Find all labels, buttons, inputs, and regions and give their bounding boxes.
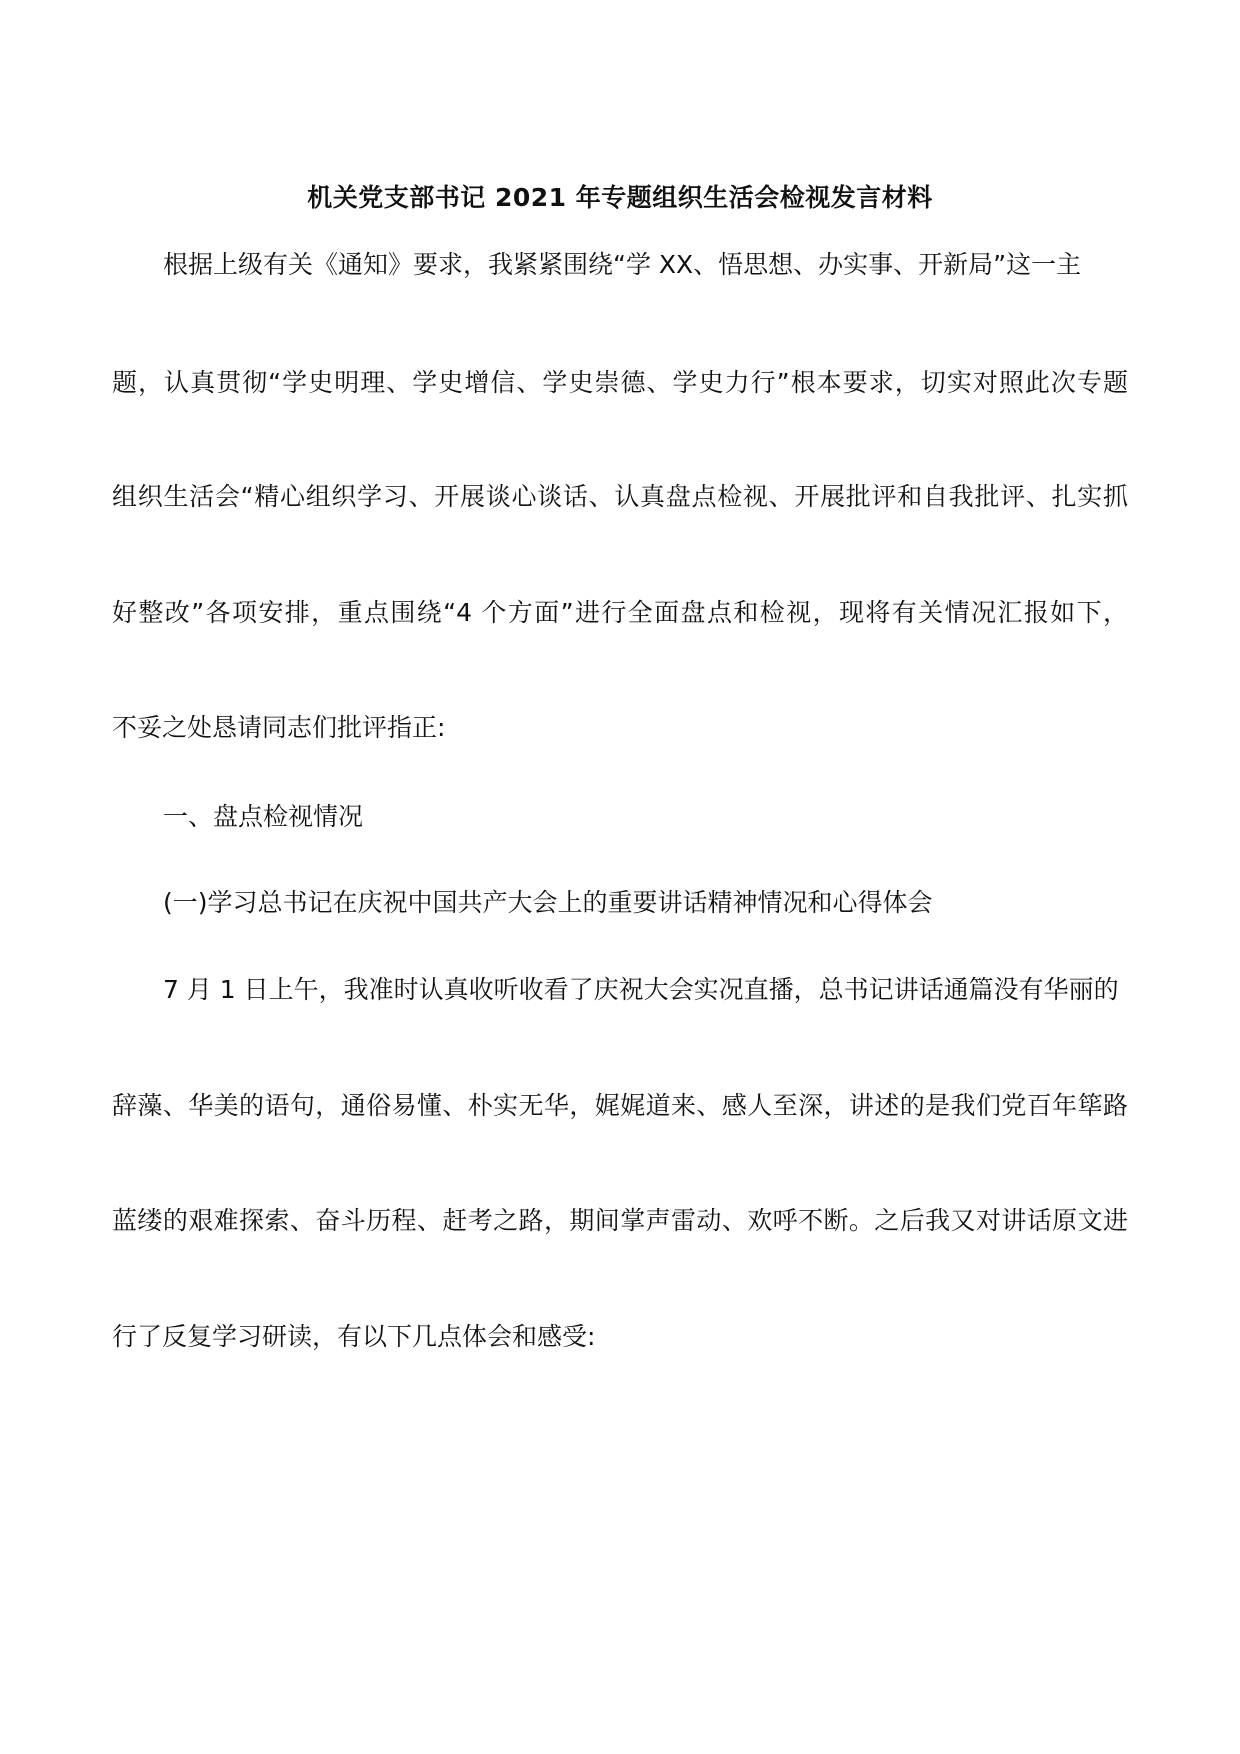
paragraph-line: 辞藻、华美的语句，通俗易懂、朴实无华，娓娓道来、感人至深，讲述的是我们党百年筚路 [112,1091,1128,1120]
paragraph-line: 组织生活会“精心组织学习、开展谈心谈话、认真盘点检视、开展批评和自我批评、扎实抓 [112,482,1128,511]
paragraph-line: 好整改”各项安排，重点围绕“4 个方面”进行全面盘点和检视，现将有关情况汇报如下， [112,598,1128,627]
paragraph-line: 题，认真贯彻“学史明理、学史增信、学史崇德、学史力行”根本要求，切实对照此次专题 [112,368,1128,397]
paragraph-line: 行了反复学习研读，有以下几点体会和感受: [112,1322,596,1351]
paragraph-line: 不妥之处恳请同志们批评指正: [112,713,446,742]
paragraph-line: 根据上级有关《通知》要求，我紧紧围绕“学 XX、悟思想、办实事、开新局”这一主 [163,250,1082,279]
paragraph-line: 蓝缕的艰难探索、奋斗历程、赶考之路，期间掌声雷动、欢呼不断。之后我又对讲话原文进 [112,1206,1128,1235]
section-heading: 一、盘点检视情况 [163,802,364,831]
document-title: 机关党支部书记 2021 年专题组织生活会检视发言材料 [307,183,933,212]
subsection-heading: (一)学习总书记在庆祝中国共产大会上的重要讲话精神情况和心得体会 [163,888,933,917]
paragraph-line: 7 月 1 日上午，我准时认真收听收看了庆祝大会实况直播，总书记讲话通篇没有华丽的 [163,975,1119,1004]
